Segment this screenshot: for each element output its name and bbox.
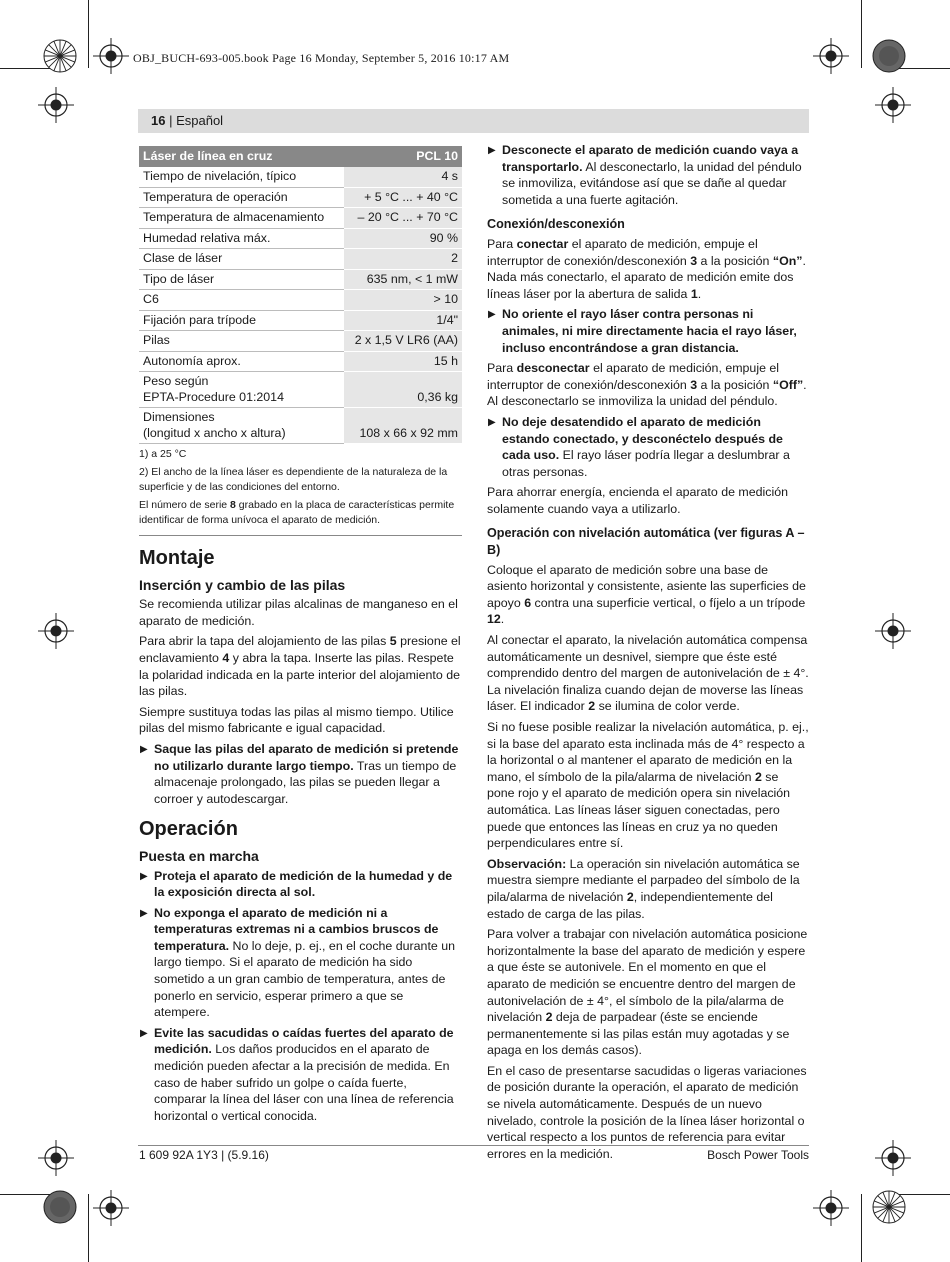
bullet-bold: Evite las sacudidas o caídas fuertes del aparato de medición. — [154, 1025, 454, 1057]
bullet-bold: No exponga el aparato de medición ni a temperaturas extremas ni a cambios bruscos de temperatura. — [154, 905, 439, 953]
text: se ilumina de color verde. — [595, 699, 740, 714]
paragraph: En el caso de presentarse sacudidas o ligeras variaciones de posición durante la operación, el aparato de medición se nivela automáticamente. Después de un nuevo nivelado, controle la posición de la línea láser horizontal o vertical respecto a los puntos de referencia para evitar errores en la medición. — [487, 1063, 807, 1161]
paragraph — [487, 632, 809, 715]
spec-value: 635 nm, < 1 mW — [344, 269, 462, 290]
ref: 1 — [690, 286, 698, 301]
ref: 5 — [389, 634, 397, 649]
table-row — [139, 208, 462, 229]
spec-value: 0,36 kg — [344, 372, 462, 408]
text: . Al desconectarlo se inmoviliza la unidad del péndulo. — [487, 377, 807, 409]
spec-label — [139, 408, 344, 444]
spec-label: Autonomía aprox. — [139, 351, 344, 372]
registration-mark-icon — [813, 38, 849, 74]
page-number: 16 | Español — [151, 113, 224, 128]
emphasis: “On” — [772, 253, 803, 268]
text: Para abrir la tapa del alojamiento de las pilas — [139, 634, 390, 649]
crop-line — [861, 1194, 862, 1262]
paragraph — [139, 633, 462, 699]
table-row — [139, 408, 462, 444]
emphasis: desconectar — [516, 361, 590, 376]
text: . Nada más conectarlo, el aparato de medición emite dos líneas láser por la abertura de salida — [487, 253, 806, 301]
text: Para — [487, 361, 517, 376]
footer-divider — [138, 1145, 809, 1146]
spec-label: Tiempo de nivelación, típico — [139, 167, 344, 187]
footnote: 1) a 25 °C — [139, 448, 187, 460]
bullet-item — [487, 414, 809, 480]
bullet-text: Los daños producidos en el aparato de medición pueden afectar a la precisión de medida. En caso de haber sufrido un golpe o caída fuerte, comparar la línea del láser con una línea de referencia horizontal o vertical conocida. — [154, 1042, 454, 1123]
bullet-item — [487, 306, 809, 356]
bullet-item — [139, 1025, 462, 1125]
paragraph — [487, 856, 809, 922]
section-divider — [139, 535, 462, 536]
star-target-icon — [872, 1190, 906, 1224]
page-header-band — [138, 109, 809, 133]
gray-target-icon — [872, 39, 906, 73]
table-row — [139, 187, 462, 208]
spec-label-line2: EPTA-Procedure 01:2014 — [143, 389, 284, 404]
crop-line — [861, 0, 862, 68]
paragraph — [487, 360, 809, 410]
spec-table-header — [139, 146, 462, 167]
text: , independientemente del estado de carga de las pilas. — [487, 889, 773, 921]
bullet-text: Tras un tiempo de almacenaje prolongado, las pilas se pueden llegar a corroer y autodescargar. — [154, 758, 457, 806]
section-heading: Operación — [139, 818, 238, 841]
footer-doc-number: 1 609 92A 1Y3 | (5.9.16) — [139, 1148, 269, 1162]
text: Si no fuese posible realizar la nivelación automática, p. ej., si la base del aparato esta inclinada más de 4° respecto a la horizontal o al mantener el aparato de medición en la mano, el símbolo de la pila/alarma de nivelación — [487, 720, 809, 784]
bullet-item — [487, 142, 809, 208]
bullet-triangle-icon: ▶ — [488, 416, 496, 428]
spec-label-line2: (longitud x ancho x altura) — [143, 425, 286, 440]
registration-mark-icon — [875, 613, 911, 649]
bullet-text: Al desconectarlo, la unidad del péndulo se inmoviliza, evitándose así que se dañe al quedar sometida a una fuerte agitación. — [502, 159, 802, 207]
right-column — [487, 142, 809, 1166]
spec-table — [139, 146, 462, 444]
ref: 2 — [754, 769, 762, 784]
spec-label: Temperatura de operación — [139, 187, 344, 208]
spec-label: Tipo de láser — [139, 269, 344, 290]
paragraph: Se recomienda utilizar pilas alcalinas de manganeso en el aparato de medición. — [139, 597, 458, 628]
registration-mark-icon — [38, 87, 74, 123]
registration-mark-icon — [875, 87, 911, 123]
spec-value: > 10 — [344, 290, 462, 311]
spec-value: 15 h — [344, 351, 462, 372]
paragraph: Siempre sustituya todas las pilas al mismo tiempo. Utilice pilas del mismo fabricante e igual capacidad. — [139, 704, 454, 736]
text: Al conectar el aparato, la nivelación automática compensa automáticamente un desnivel, siempre que éste esté comprendido dentro del margen de autonivelación de ± 4°. La nivelación finaliza cuando dejan de moverse las líneas láser. El indicador — [487, 633, 809, 714]
ref: 3 — [690, 253, 698, 268]
ref: 2 — [626, 889, 634, 904]
text: y abra la tapa. Inserte las pilas. Respete la polaridad indicada en la parte interior del alojamiento de las pilas. — [139, 650, 460, 699]
bullet-triangle-icon: ▶ — [140, 907, 148, 919]
subsection-heading: Inserción y cambio de las pilas — [139, 576, 346, 593]
paragraph — [487, 236, 809, 302]
spec-label: Humedad relativa máx. — [139, 228, 344, 249]
section-heading: Montaje — [139, 547, 215, 569]
table-row — [139, 249, 462, 270]
left-column — [139, 146, 462, 1128]
bullet-triangle-icon: ▶ — [488, 145, 496, 156]
text: Para volver a trabajar con nivelación automática posicione horizontalmente la base del aparato de medición y espere a que éste se autonivele. En el momento en que el aparato de medición se encuentre dentro del margen de autonivelación de ± 4°, el símbolo de la pila/alarma de nivelación — [487, 927, 808, 1025]
text: contra una superficie vertical, o fíjelo a un trípode — [531, 595, 806, 610]
bullet-bold: No oriente el rayo láser contra personas ni animales, ni mire directamente hacia el rayo láser, incluso encontrándose a gran distancia. — [502, 307, 797, 355]
spec-label: Clase de láser — [139, 249, 344, 270]
spec-value: 2 — [344, 249, 462, 270]
bullet-triangle-icon: ▶ — [140, 743, 148, 755]
bullet-triangle-icon: ▶ — [488, 309, 496, 321]
spec-model: PCL 10 — [344, 146, 462, 167]
paragraph — [487, 926, 809, 1059]
text: presione el enclavamiento — [139, 634, 461, 665]
bullet-item — [139, 868, 462, 901]
footer-brand: Bosch Power Tools — [707, 1148, 809, 1162]
spec-value: 108 x 66 x 92 mm — [344, 408, 462, 444]
spec-label-line1: Peso según — [143, 374, 209, 388]
registration-mark-icon — [93, 1190, 129, 1226]
table-row — [139, 167, 462, 187]
paragraph — [487, 719, 809, 852]
spec-title: Láser de línea en cruz — [139, 146, 344, 167]
bullet-triangle-icon: ▶ — [140, 1027, 148, 1039]
registration-mark-icon — [38, 1140, 74, 1176]
registration-mark-icon — [813, 1190, 849, 1226]
spec-value: 90 % — [344, 228, 462, 249]
bullet-item — [139, 741, 462, 807]
spec-value: – 20 °C ... + 70 °C — [344, 208, 462, 229]
serial-note-text: grabado en la placa de características permite identificar de forma unívoca el aparato de medición. — [139, 499, 455, 526]
spec-label: Temperatura de almacenamiento — [139, 208, 344, 229]
spec-value: 2 x 1,5 V LR6 (AA) — [344, 331, 462, 352]
text: el aparato de medición, empuje el interruptor de conexión/desconexión — [487, 361, 780, 392]
text: deja de parpadear (éste se enciende permanentemente si las pilas están muy agotadas y se apaga en los demás casos). — [487, 1010, 790, 1058]
ref: 4 — [222, 650, 230, 665]
ref: 6 — [524, 595, 532, 610]
bullet-text: El rayo láser podría llegar a deslumbrar a otras personas. — [502, 448, 790, 479]
bullet-bold: Saque las pilas del aparato de medición si pretende no utilizarlo durante largo tiempo. — [154, 741, 459, 773]
spec-label — [139, 372, 344, 408]
subsection-heading: Conexión/desconexión — [487, 217, 625, 232]
text: Para — [487, 236, 517, 251]
crop-line — [88, 0, 89, 68]
spec-label: C6 — [139, 290, 344, 311]
emphasis: “Off” — [772, 377, 804, 392]
page-number-value: 16 — [151, 113, 166, 128]
registration-mark-icon — [38, 613, 74, 649]
footnote: 2) El ancho de la línea láser es dependiente de la naturaleza de la superficie y de las condiciones del entorno. — [139, 466, 448, 493]
table-row — [139, 228, 462, 249]
gray-target-icon — [43, 1190, 77, 1224]
page-section: Español — [176, 113, 224, 128]
bullet-triangle-icon: ▶ — [140, 870, 148, 882]
spec-label: Pilas — [139, 331, 344, 352]
text: . — [697, 286, 702, 301]
table-row — [139, 331, 462, 352]
bullet-item — [139, 905, 462, 1021]
ref: 3 — [690, 377, 698, 392]
ref: 2 — [545, 1010, 553, 1025]
serial-note — [139, 498, 462, 528]
text: Coloque el aparato de medición sobre una base de asiento horizontal y consistente, asiente las superficies de apoyo — [487, 562, 806, 610]
ref: 2 — [588, 699, 596, 714]
paragraph: Para ahorrar energía, encienda el aparato de medición solamente cuando vaya a utilizarlo. — [487, 485, 789, 516]
serial-note-ref: 8 — [230, 499, 236, 511]
print-header: OBJ_BUCH-693-005.book Page 16 Monday, September 5, 2016 10:17 AM — [133, 51, 510, 65]
table-row — [139, 351, 462, 372]
table-row — [139, 269, 462, 290]
subsection-heading: Operación con nivelación automática (ver figuras A – B) — [487, 526, 805, 558]
table-row — [139, 310, 462, 331]
registration-mark-icon — [93, 38, 129, 74]
text: a la posición — [697, 377, 773, 392]
spec-value: 1/4" — [344, 310, 462, 331]
spec-label: Fijación para trípode — [139, 310, 344, 331]
table-row — [139, 372, 462, 408]
star-target-icon — [43, 39, 77, 73]
bullet-bold: No deje desatendido el aparato de medición estando conectado, y desconéctelo después de cada uso. — [502, 414, 783, 463]
bullet-text: No lo deje, p. ej., en el coche durante un largo tiempo. Si el aparato de medición ha sido sometido a un gran cambio de temperatura, antes de ponerlo en servicio, esperar primero a que se atempere. — [154, 938, 455, 1020]
bullet-bold: Proteja el aparato de medición de la humedad y de la exposición directa al sol. — [154, 868, 453, 900]
emphasis: Observación: — [487, 856, 567, 871]
text: el aparato de medición, empuje el interruptor de conexión/desconexión — [487, 236, 758, 268]
ref: 12 — [487, 612, 501, 627]
text: La operación sin nivelación automática se muestra siempre mediante el parpadeo del símbolo de la pila/alarma de nivelación — [487, 856, 800, 904]
paragraph — [487, 562, 809, 628]
subsection-heading: Puesta en marcha — [139, 847, 259, 864]
table-row — [139, 290, 462, 311]
text: a la posición — [697, 253, 773, 268]
text: . — [500, 612, 505, 627]
serial-note-text: El número de serie — [139, 499, 231, 511]
crop-line — [88, 1194, 89, 1262]
spec-value: 4 s — [344, 167, 462, 187]
emphasis: conectar — [516, 236, 569, 251]
text: se pone rojo y el aparato de medición opera sin nivelación automática. Las líneas láser siguen conectadas, pero puede que entonces las líneas en cruz ya no queden perpendiculares entre sí. — [487, 769, 791, 851]
spec-value: + 5 °C ... + 40 °C — [344, 187, 462, 208]
registration-mark-icon — [875, 1140, 911, 1176]
spec-label-line1: Dimensiones — [143, 410, 215, 424]
bullet-bold: Desconecte el aparato de medición cuando vaya a transportarlo. — [502, 143, 799, 174]
